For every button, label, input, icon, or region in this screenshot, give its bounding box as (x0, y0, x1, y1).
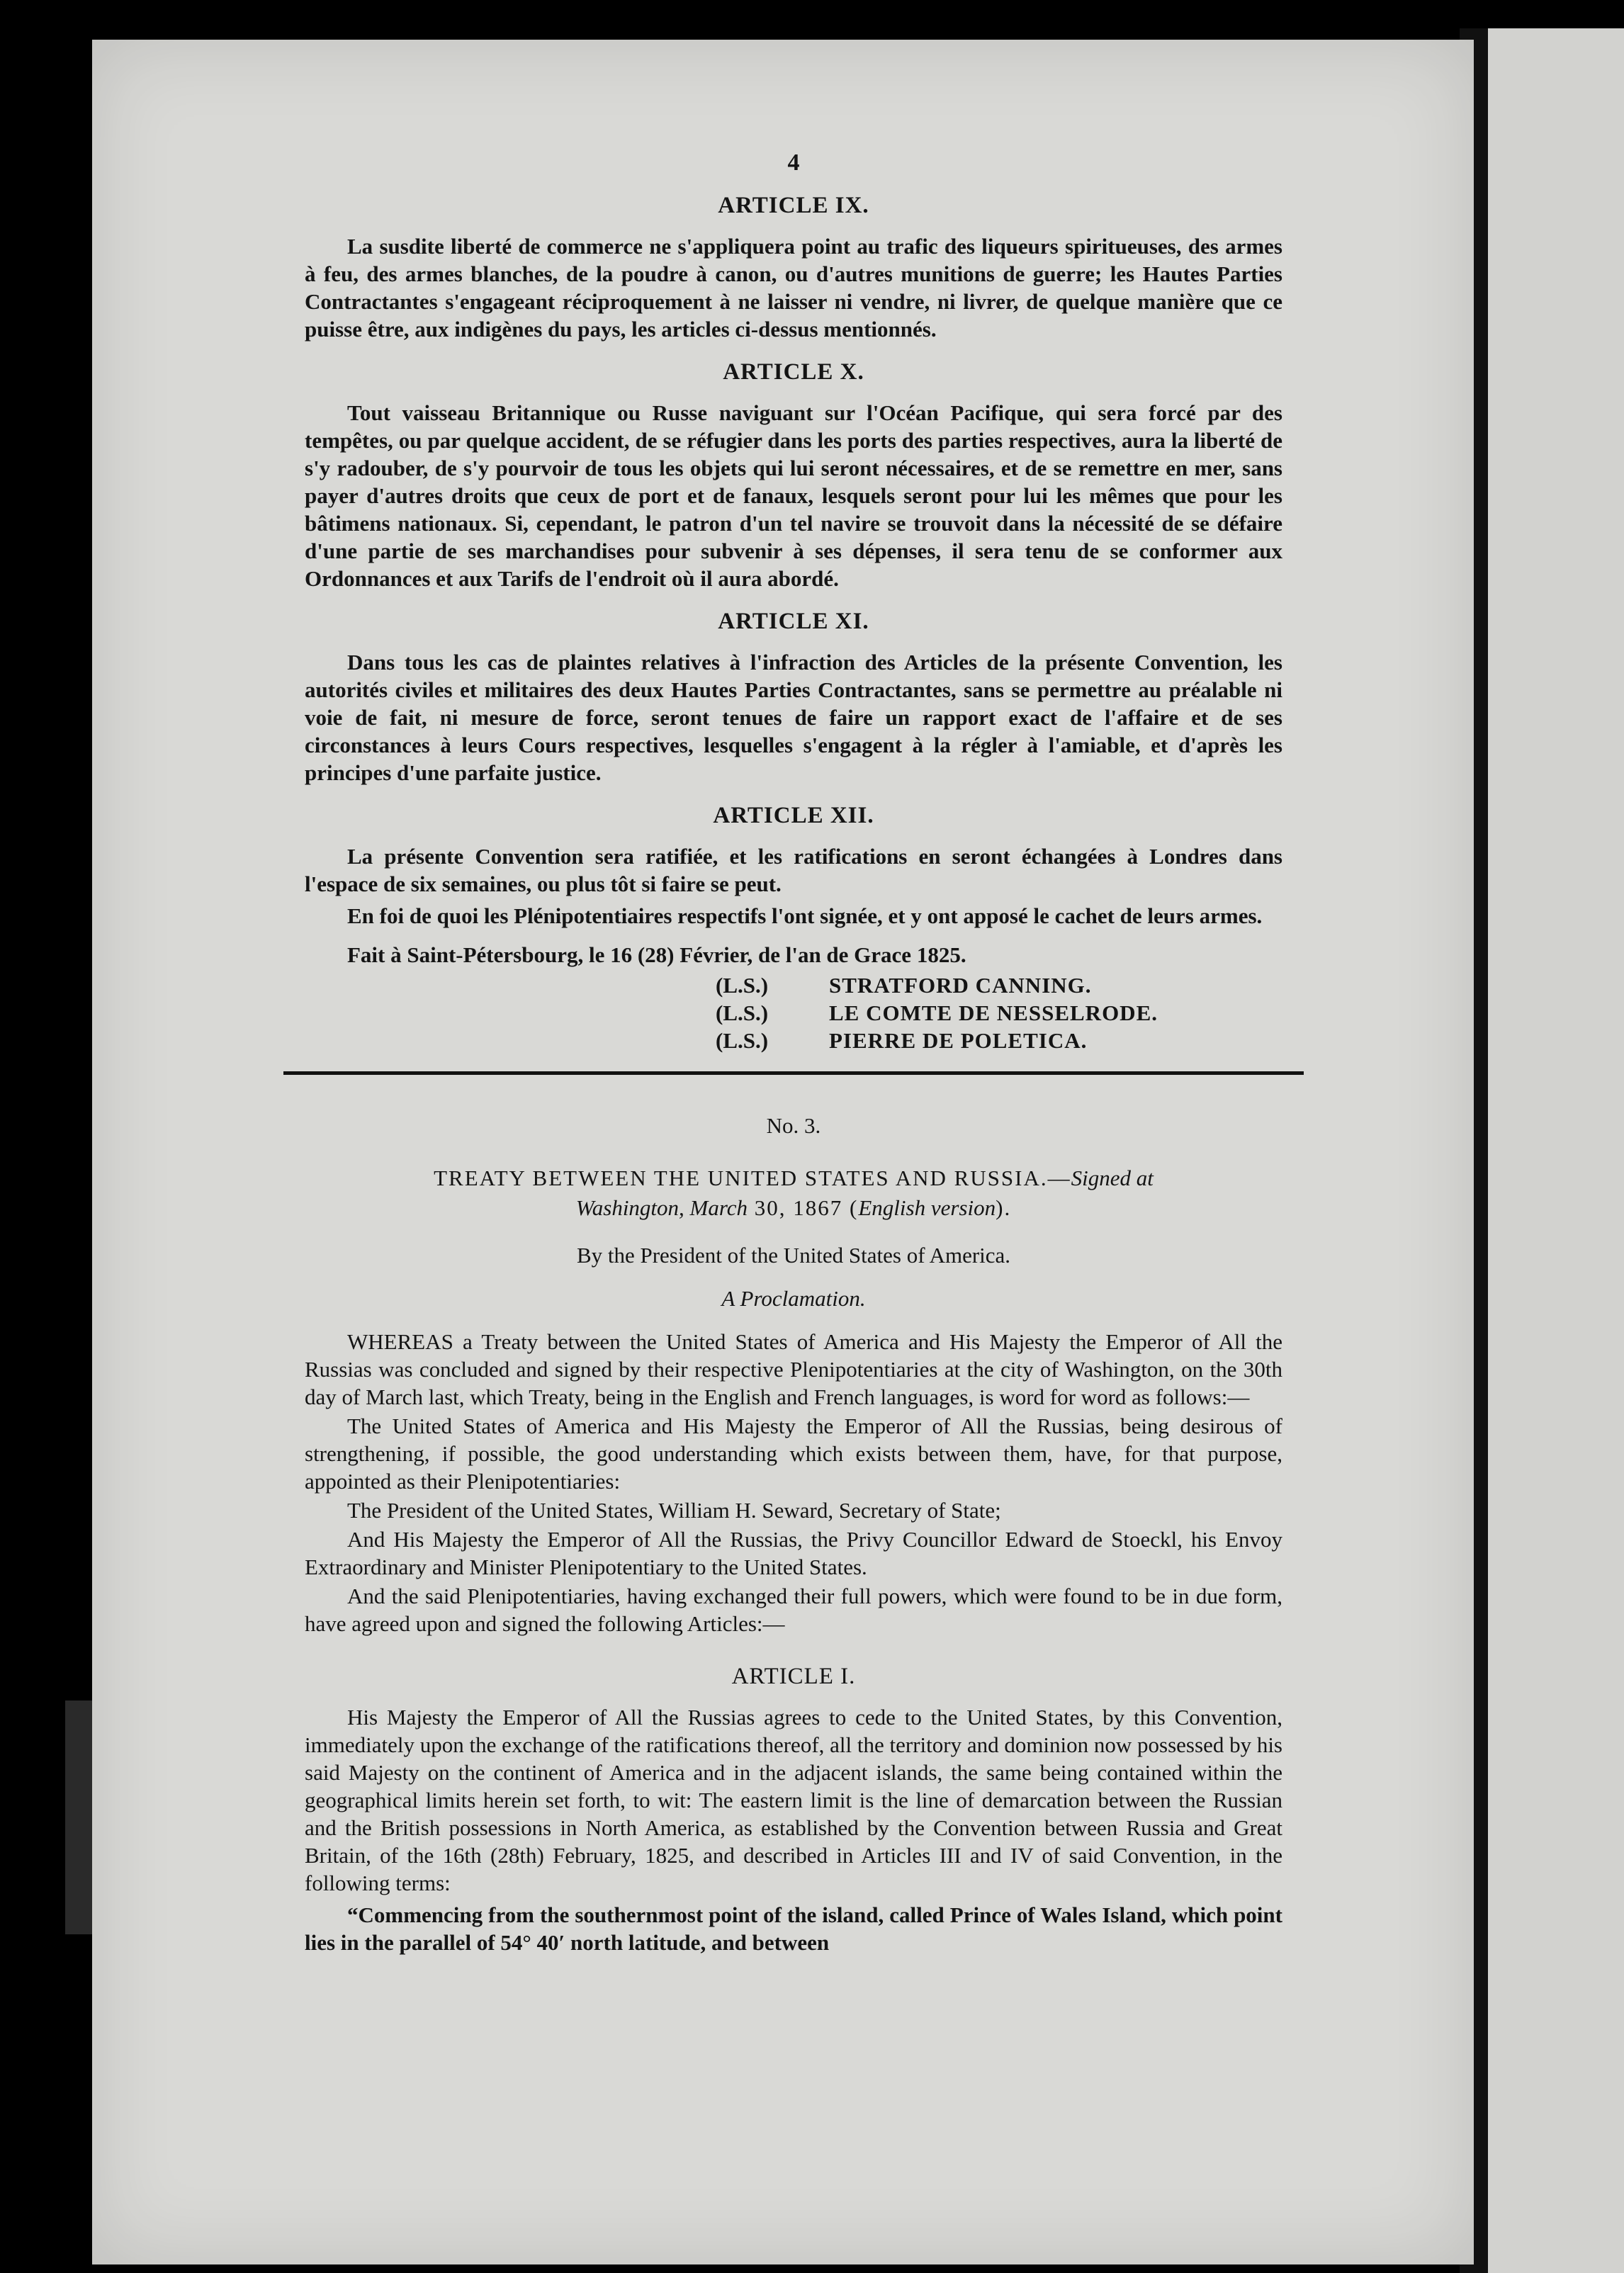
preamble-paragraph: The United States of America and His Majesty the Emperor of All the Russias, being desirous of strengthening, if possible, the good understanding which exists between them, have, for that purpose, appointed as their Plenipotentiaries: (305, 1414, 1282, 1494)
treaty-title (305, 1163, 1282, 1223)
page-number: 4 (787, 150, 800, 176)
treaty-title-place: Washington, March (575, 1195, 748, 1220)
seal-mark: (L.S.) (716, 973, 769, 998)
article-x-paragraph: Tout vaisseau Britannique ou Russe naviguant sur l'Océan Pacifique, qui sera forcé par des tempêtes, ou par quelque accident, de se réfugier dans les ports des parties respectives, aura la liberté de s'y radouber, de s'y pourvoir de tous les objets qui lui seront nécessaires, et de se remettre en mer, sans payer d'autres droits que ceux de port et de fanaux, lesquels seront pour lui les mêmes que pour les bâtimens nationaux. Si, cependant, le patron d'un tel navire se trouvoit dans la nécessité de se défaire d'une partie de ses marchandises pour subvenir à ses dépenses, il sera tenu de se conformer aux Ordonnances et aux Tarifs de l'endroit où il aura abordé. (305, 400, 1282, 591)
treaty-title-date: 30, 1867 ( (748, 1195, 859, 1220)
article-xi-heading: ARTICLE XI. (718, 609, 869, 634)
signatory-name: LE COMTE DE NESSELRODE. (829, 1000, 1158, 1025)
preamble-paragraph: The President of the United States, William H. Seward, Secretary of State; (347, 1498, 1001, 1523)
presidency-line: By the President of the United States of America. (576, 1243, 1011, 1268)
treaty-title-main: TREATY BETWEEN THE UNITED STATES AND RUSSIA.— (434, 1166, 1071, 1190)
article-ix-paragraph: La susdite liberté de commerce ne s'appliquera point au trafic des liqueurs spiritueuses, des armes à feu, des armes blanches, de la poudre à canon, ou d'autres munitions de guerre; les Hautes Parties Contractantes s'engageant réciproquement à ne laisser ni vendre, ni livrer, de quelque manière que ce puisse être, aux indigènes du pays, les articles ci-dessus mentionnés. (305, 234, 1282, 342)
adjacent-page-strip (1482, 28, 1624, 2273)
article-ix-heading: ARTICLE IX. (718, 193, 869, 218)
treaty-title-end: ). (996, 1195, 1012, 1220)
signatory-list (716, 971, 1282, 1054)
treaty-title-version: English version (858, 1195, 996, 1220)
closing-place-date: Fait à Saint-Pétersbourg, le 16 (28) Février, de l'an de Grace 1825. (347, 942, 966, 967)
signatory-row (716, 1027, 1282, 1054)
preamble-paragraph: And the said Plenipotentiaries, having exchanged their full powers, which were found to be in due form, have agreed upon and signed the following Articles:— (305, 1584, 1282, 1636)
article-i-paragraph-2: “Commencing from the southernmost point of the island, called Prince of Wales Island, which point lies in the parallel of 54° 40′ north latitude, and between (305, 1902, 1282, 1955)
signatory-row (716, 999, 1282, 1027)
article-x-heading: ARTICLE X. (723, 359, 864, 385)
article-xii-heading: ARTICLE XII. (713, 803, 874, 828)
treaty-title-signed: Signed at (1071, 1166, 1154, 1190)
preamble-paragraph: WHEREAS a Treaty between the United States of America and His Majesty the Emperor of All the Russias was concluded and signed by their respective Plenipotentiaries at the city of Washington, on the 30th day of March last, which Treaty, being in the English and French languages, is word for word as follows:— (305, 1329, 1282, 1409)
preamble-paragraph: And His Majesty the Emperor of All the Russias, the Privy Councillor Edward de Stoeckl, his Envoy Extraordinary and Minister Plenipotentiary to the United States. (305, 1527, 1282, 1579)
article-i-heading: ARTICLE I. (731, 1664, 856, 1689)
signatory-row (716, 971, 1282, 999)
article-xii-paragraph-2: En foi de quoi les Plénipotentiaires respectifs l'ont signée, et y ont apposé le cachet de leurs armes. (347, 903, 1263, 928)
seal-mark: (L.S.) (716, 1028, 769, 1053)
seal-mark: (L.S.) (716, 1000, 769, 1025)
section-divider (283, 1071, 1304, 1075)
treaty-number: No. 3. (766, 1113, 821, 1138)
article-xi-paragraph: Dans tous les cas de plaintes relatives à l'infraction des Articles de la présente Convention, les autorités civiles et militaires des deux Hautes Parties Contractantes, sans se permettre au préalable ni voie de fait, ni mesure de force, seront tenues de faire un rapport exact de l'affaire et de ses circonstances à leurs Cours respectives, lesquelles s'engagent à la régler à l'amiable, et d'après les principes d'une parfaite justice. (305, 650, 1282, 785)
page-content (305, 149, 1282, 1961)
article-xii-paragraph-1: La présente Convention sera ratifiée, et les ratifications en seront échangées à Londres dans l'espace de six semaines, ou plus tôt si faire se peut. (305, 844, 1282, 896)
signatory-name: PIERRE DE POLETICA. (829, 1028, 1088, 1053)
proclamation-heading: A Proclamation. (721, 1286, 866, 1311)
article-i-paragraph-1: His Majesty the Emperor of All the Russias agrees to cede to the United States, by this Convention, immediately upon the exchange of the ratifications thereof, all the territory and dominion now possessed by his said Majesty on the continent of America and in the adjacent islands, the same being contained within the geographical limits herein set forth, to wit: The eastern limit is the line of demarcation between the Russian and the British possessions in North America, as established by the Convention between Russia and Great Britain, of the 16th (28th) February, 1825, and described in Articles III and IV of said Convention, in the following terms: (305, 1705, 1282, 1895)
signatory-name: STRATFORD CANNING. (829, 973, 1092, 998)
